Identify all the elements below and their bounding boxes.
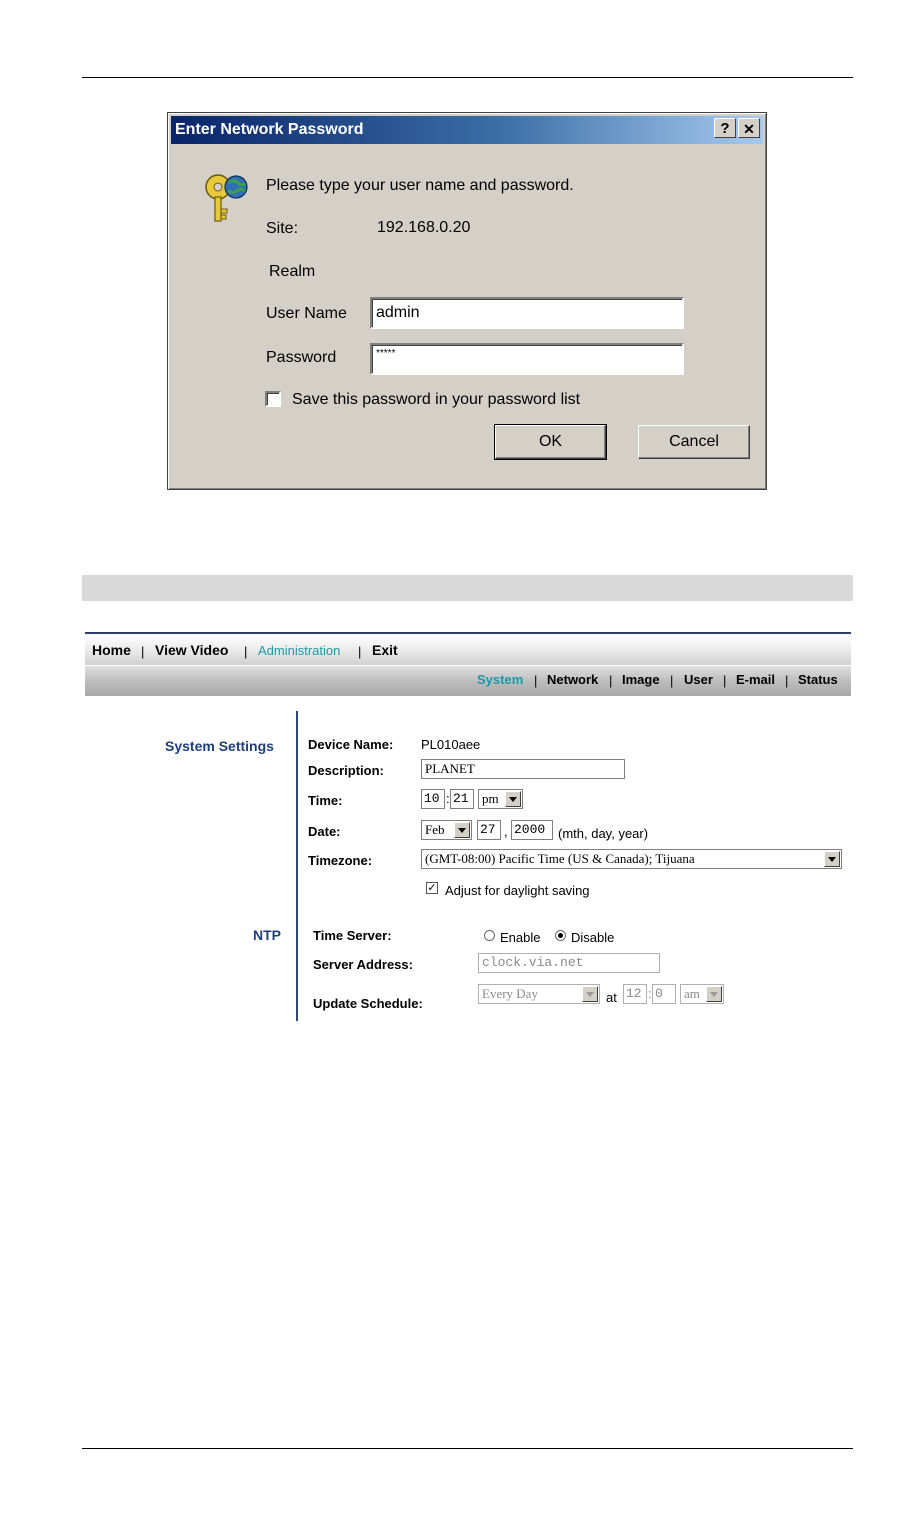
network-password-dialog xyxy=(167,112,767,490)
chevron-down-icon[interactable] xyxy=(824,851,840,867)
timezone-select[interactable] xyxy=(421,849,842,869)
key-icon xyxy=(202,171,252,225)
daylight-saving-checkbox[interactable]: ✓ xyxy=(427,882,437,894)
username-input[interactable]: admin xyxy=(370,297,684,329)
ntp-heading: NTP xyxy=(253,927,281,943)
nav-view-video[interactable]: View Video xyxy=(155,642,229,658)
nav-separator: | xyxy=(141,644,145,659)
dialog-prompt: Please type your user name and password. xyxy=(266,177,574,194)
section-bar xyxy=(82,575,853,601)
schedule-frequency-select[interactable] xyxy=(478,984,600,1004)
main-nav xyxy=(85,635,851,665)
cancel-button[interactable]: Cancel xyxy=(638,425,750,459)
nav-administration[interactable]: Administration xyxy=(258,643,341,658)
date-day-input[interactable]: 27 xyxy=(477,820,501,840)
nav-separator: | xyxy=(244,644,248,659)
time-ampm-value: pm xyxy=(482,791,499,806)
subnav-email[interactable]: E-mail xyxy=(736,672,776,687)
nav-separator: | xyxy=(609,673,613,688)
description-label: Description: xyxy=(308,763,384,778)
device-name-label: Device Name: xyxy=(308,737,394,752)
date-month-value: Feb xyxy=(425,822,445,837)
close-button[interactable]: ✕ xyxy=(738,118,760,138)
ntp-enable-radio[interactable] xyxy=(484,930,495,941)
server-address-input[interactable]: clock.via.net xyxy=(478,953,660,973)
password-label: Password xyxy=(266,349,337,366)
page-bottom-rule xyxy=(82,1448,853,1449)
schedule-colon: : xyxy=(648,986,652,1001)
time-label: Time: xyxy=(308,793,343,808)
server-address-label: Server Address: xyxy=(313,957,413,972)
site-label: Site: xyxy=(266,220,299,237)
chevron-down-icon[interactable] xyxy=(706,986,722,1002)
schedule-ampm-value: am xyxy=(684,986,700,1001)
timezone-value: (GMT-08:00) Pacific Time (US & Canada); Tijuana xyxy=(425,851,695,866)
subnav-network[interactable]: Network xyxy=(547,672,599,687)
date-month-select[interactable] xyxy=(421,820,472,840)
schedule-minute-input[interactable]: 0 xyxy=(652,984,676,1004)
dialog-title: Enter Network Password xyxy=(175,121,364,138)
dialog-title-bar[interactable] xyxy=(171,116,763,144)
daylight-saving-label: Adjust for daylight saving xyxy=(445,883,590,898)
date-format-hint: (mth, day, year) xyxy=(558,826,649,841)
nav-exit[interactable]: Exit xyxy=(372,642,398,658)
time-hour-input[interactable]: 10 xyxy=(421,789,445,809)
nav-separator: | xyxy=(785,673,789,688)
nav-separator: | xyxy=(723,673,727,688)
subnav-status[interactable]: Status xyxy=(798,672,838,687)
system-settings-heading: System Settings xyxy=(165,738,274,754)
chevron-down-icon[interactable] xyxy=(582,986,598,1002)
device-name-value: PL010aee xyxy=(421,737,481,752)
nav-separator: | xyxy=(358,644,362,659)
ok-button[interactable]: OK xyxy=(495,425,606,459)
username-label: User Name xyxy=(266,305,347,322)
timezone-label: Timezone: xyxy=(308,853,373,868)
page-top-rule xyxy=(82,77,853,78)
password-input[interactable]: ***** xyxy=(370,343,684,375)
nav-home[interactable]: Home xyxy=(92,642,131,658)
save-password-label: Save this password in your password list xyxy=(292,391,581,408)
time-minute-input[interactable]: 21 xyxy=(450,789,474,809)
nav-separator: | xyxy=(534,673,538,688)
header-line xyxy=(85,632,851,634)
schedule-ampm-select[interactable] xyxy=(680,984,724,1004)
site-value: 192.168.0.20 xyxy=(377,219,471,236)
time-server-label: Time Server: xyxy=(313,928,392,943)
settings-divider xyxy=(296,711,298,1021)
sub-nav xyxy=(85,666,851,696)
chevron-down-icon[interactable] xyxy=(505,791,521,807)
date-comma: , xyxy=(504,824,508,839)
subnav-image[interactable]: Image xyxy=(622,672,660,687)
chevron-down-icon[interactable] xyxy=(454,822,470,838)
nav-separator: | xyxy=(670,673,674,688)
description-input[interactable]: PLANET xyxy=(421,759,625,779)
date-year-input[interactable]: 2000 xyxy=(511,820,553,840)
subnav-system[interactable]: System xyxy=(477,672,524,687)
subnav-user[interactable]: User xyxy=(684,672,713,687)
realm-label: Realm xyxy=(269,263,316,280)
ntp-enable-label: Enable xyxy=(500,930,541,945)
update-schedule-label: Update Schedule: xyxy=(313,996,423,1011)
help-button[interactable]: ? xyxy=(714,118,736,138)
time-colon: : xyxy=(446,791,450,806)
schedule-frequency-value: Every Day xyxy=(482,986,538,1001)
time-ampm-select[interactable] xyxy=(478,789,523,809)
save-password-checkbox[interactable] xyxy=(265,391,281,407)
ntp-disable-radio[interactable] xyxy=(555,930,566,941)
schedule-at-label: at xyxy=(606,990,617,1005)
date-label: Date: xyxy=(308,824,341,839)
schedule-hour-input[interactable]: 12 xyxy=(623,984,647,1004)
ntp-disable-label: Disable xyxy=(571,930,615,945)
